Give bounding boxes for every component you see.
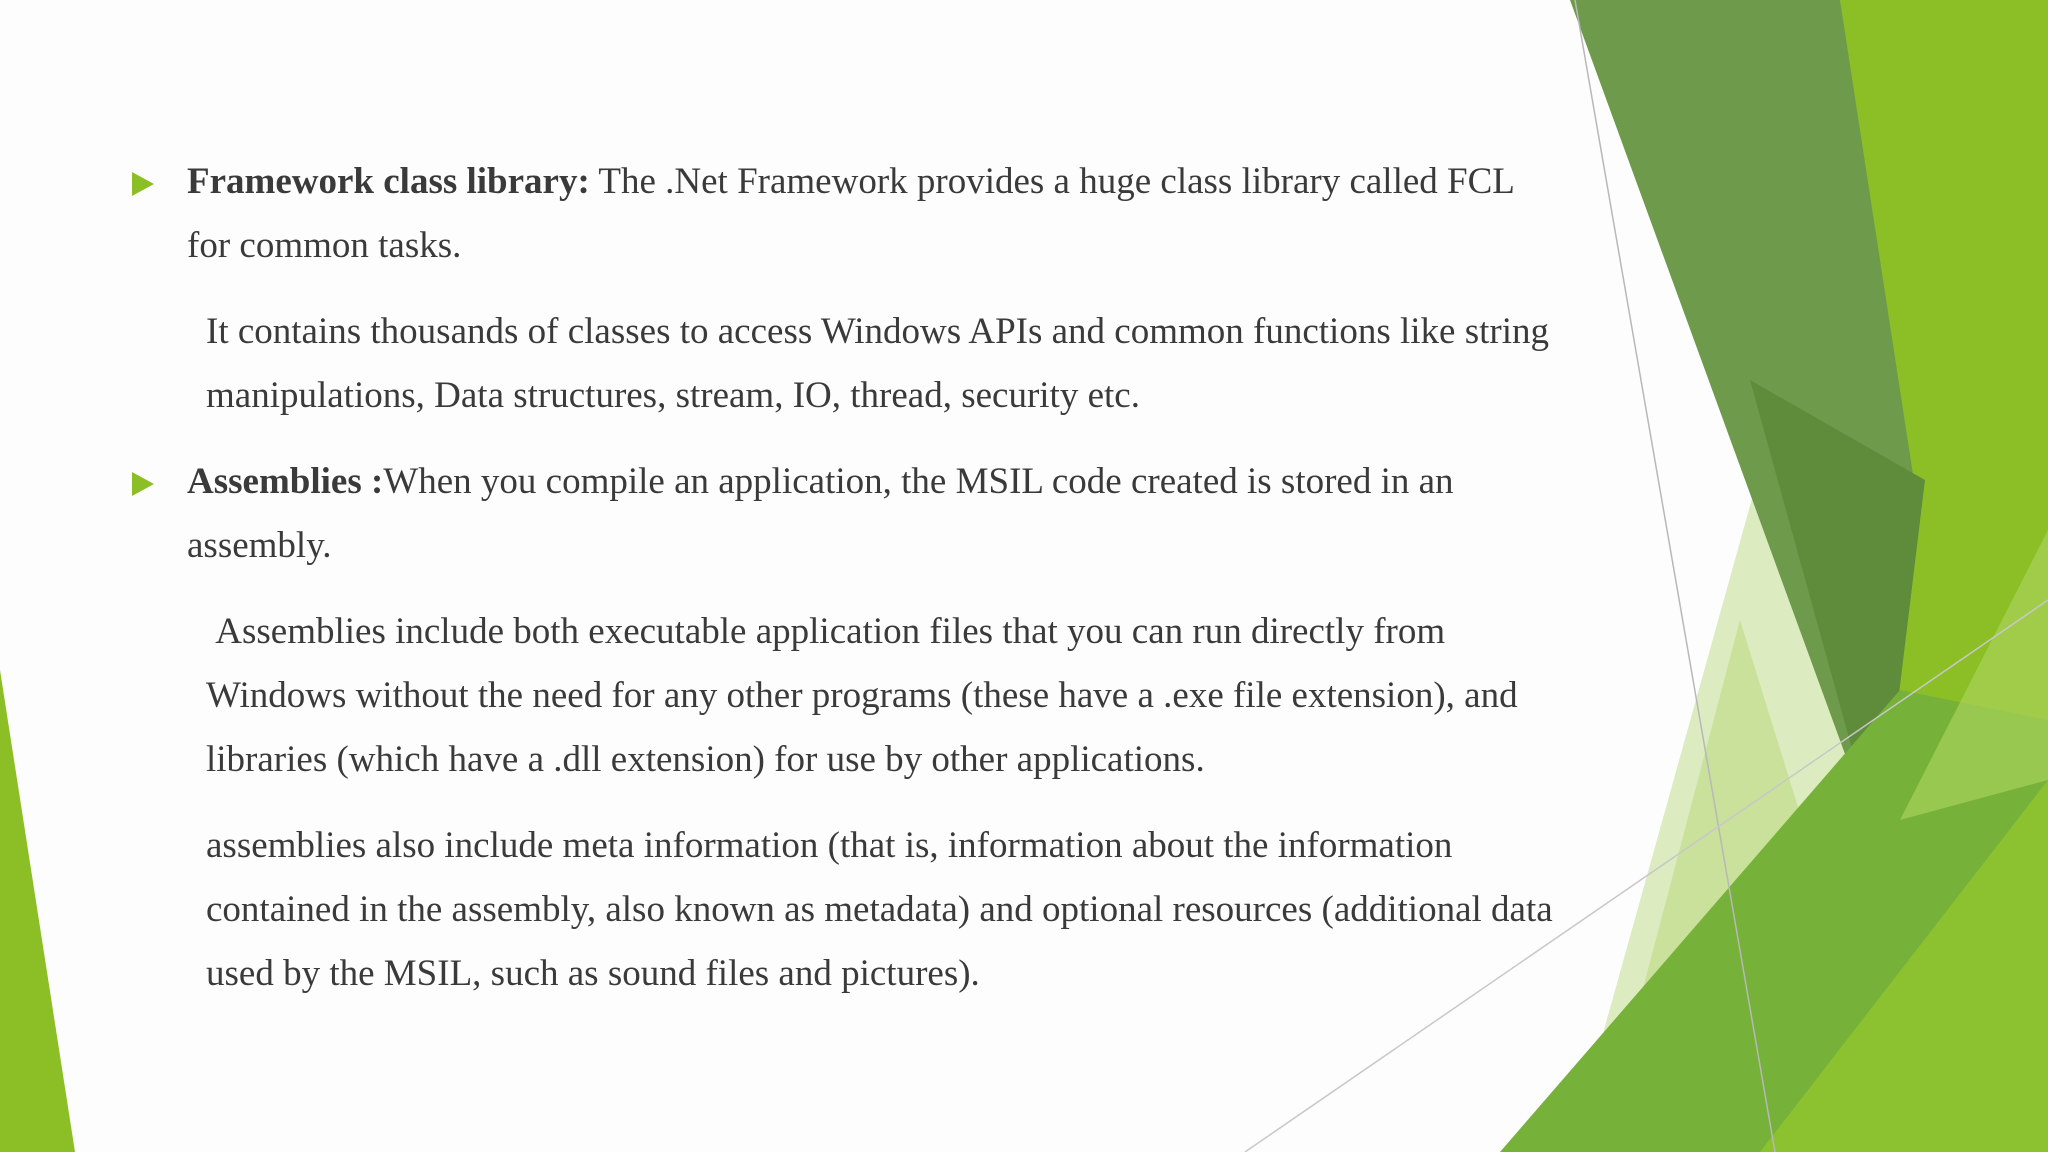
triangle-bullet-icon bbox=[132, 172, 154, 196]
sub-paragraph: assemblies also include meta information (that is, information about the information contained in the assembly, also known as metadata) and optional resources (additional data used by the MSIL, such as sound files and pictures). bbox=[206, 825, 1553, 994]
sub-paragraph: Assemblies include both executable application files that you can run directly from Windows without the need for any other programs (these have a .exe file extension), and libraries (which have a .dll extension) for use by other applications. bbox=[206, 611, 1527, 780]
bullet-item-framework-class-library bbox=[130, 150, 1560, 278]
slide-content bbox=[130, 150, 1560, 1006]
triangle-bullet-icon bbox=[132, 472, 154, 496]
bullet-item-assemblies bbox=[130, 450, 1560, 578]
bullet-term: Assemblies : bbox=[187, 461, 384, 502]
sub-paragraph: It contains thousands of classes to access Windows APIs and common functions like string manipulations, Data structures, stream, IO, thread, security etc. bbox=[206, 311, 1550, 416]
bullet-term: Framework class library: bbox=[187, 161, 590, 202]
bullet-text: The .Net Framework provides a huge class library called FCL for common tasks. bbox=[187, 161, 1514, 266]
left-green-sliver bbox=[0, 670, 75, 1152]
bullet-text: When you compile an application, the MSIL code created is stored in an assembly. bbox=[187, 461, 1454, 566]
